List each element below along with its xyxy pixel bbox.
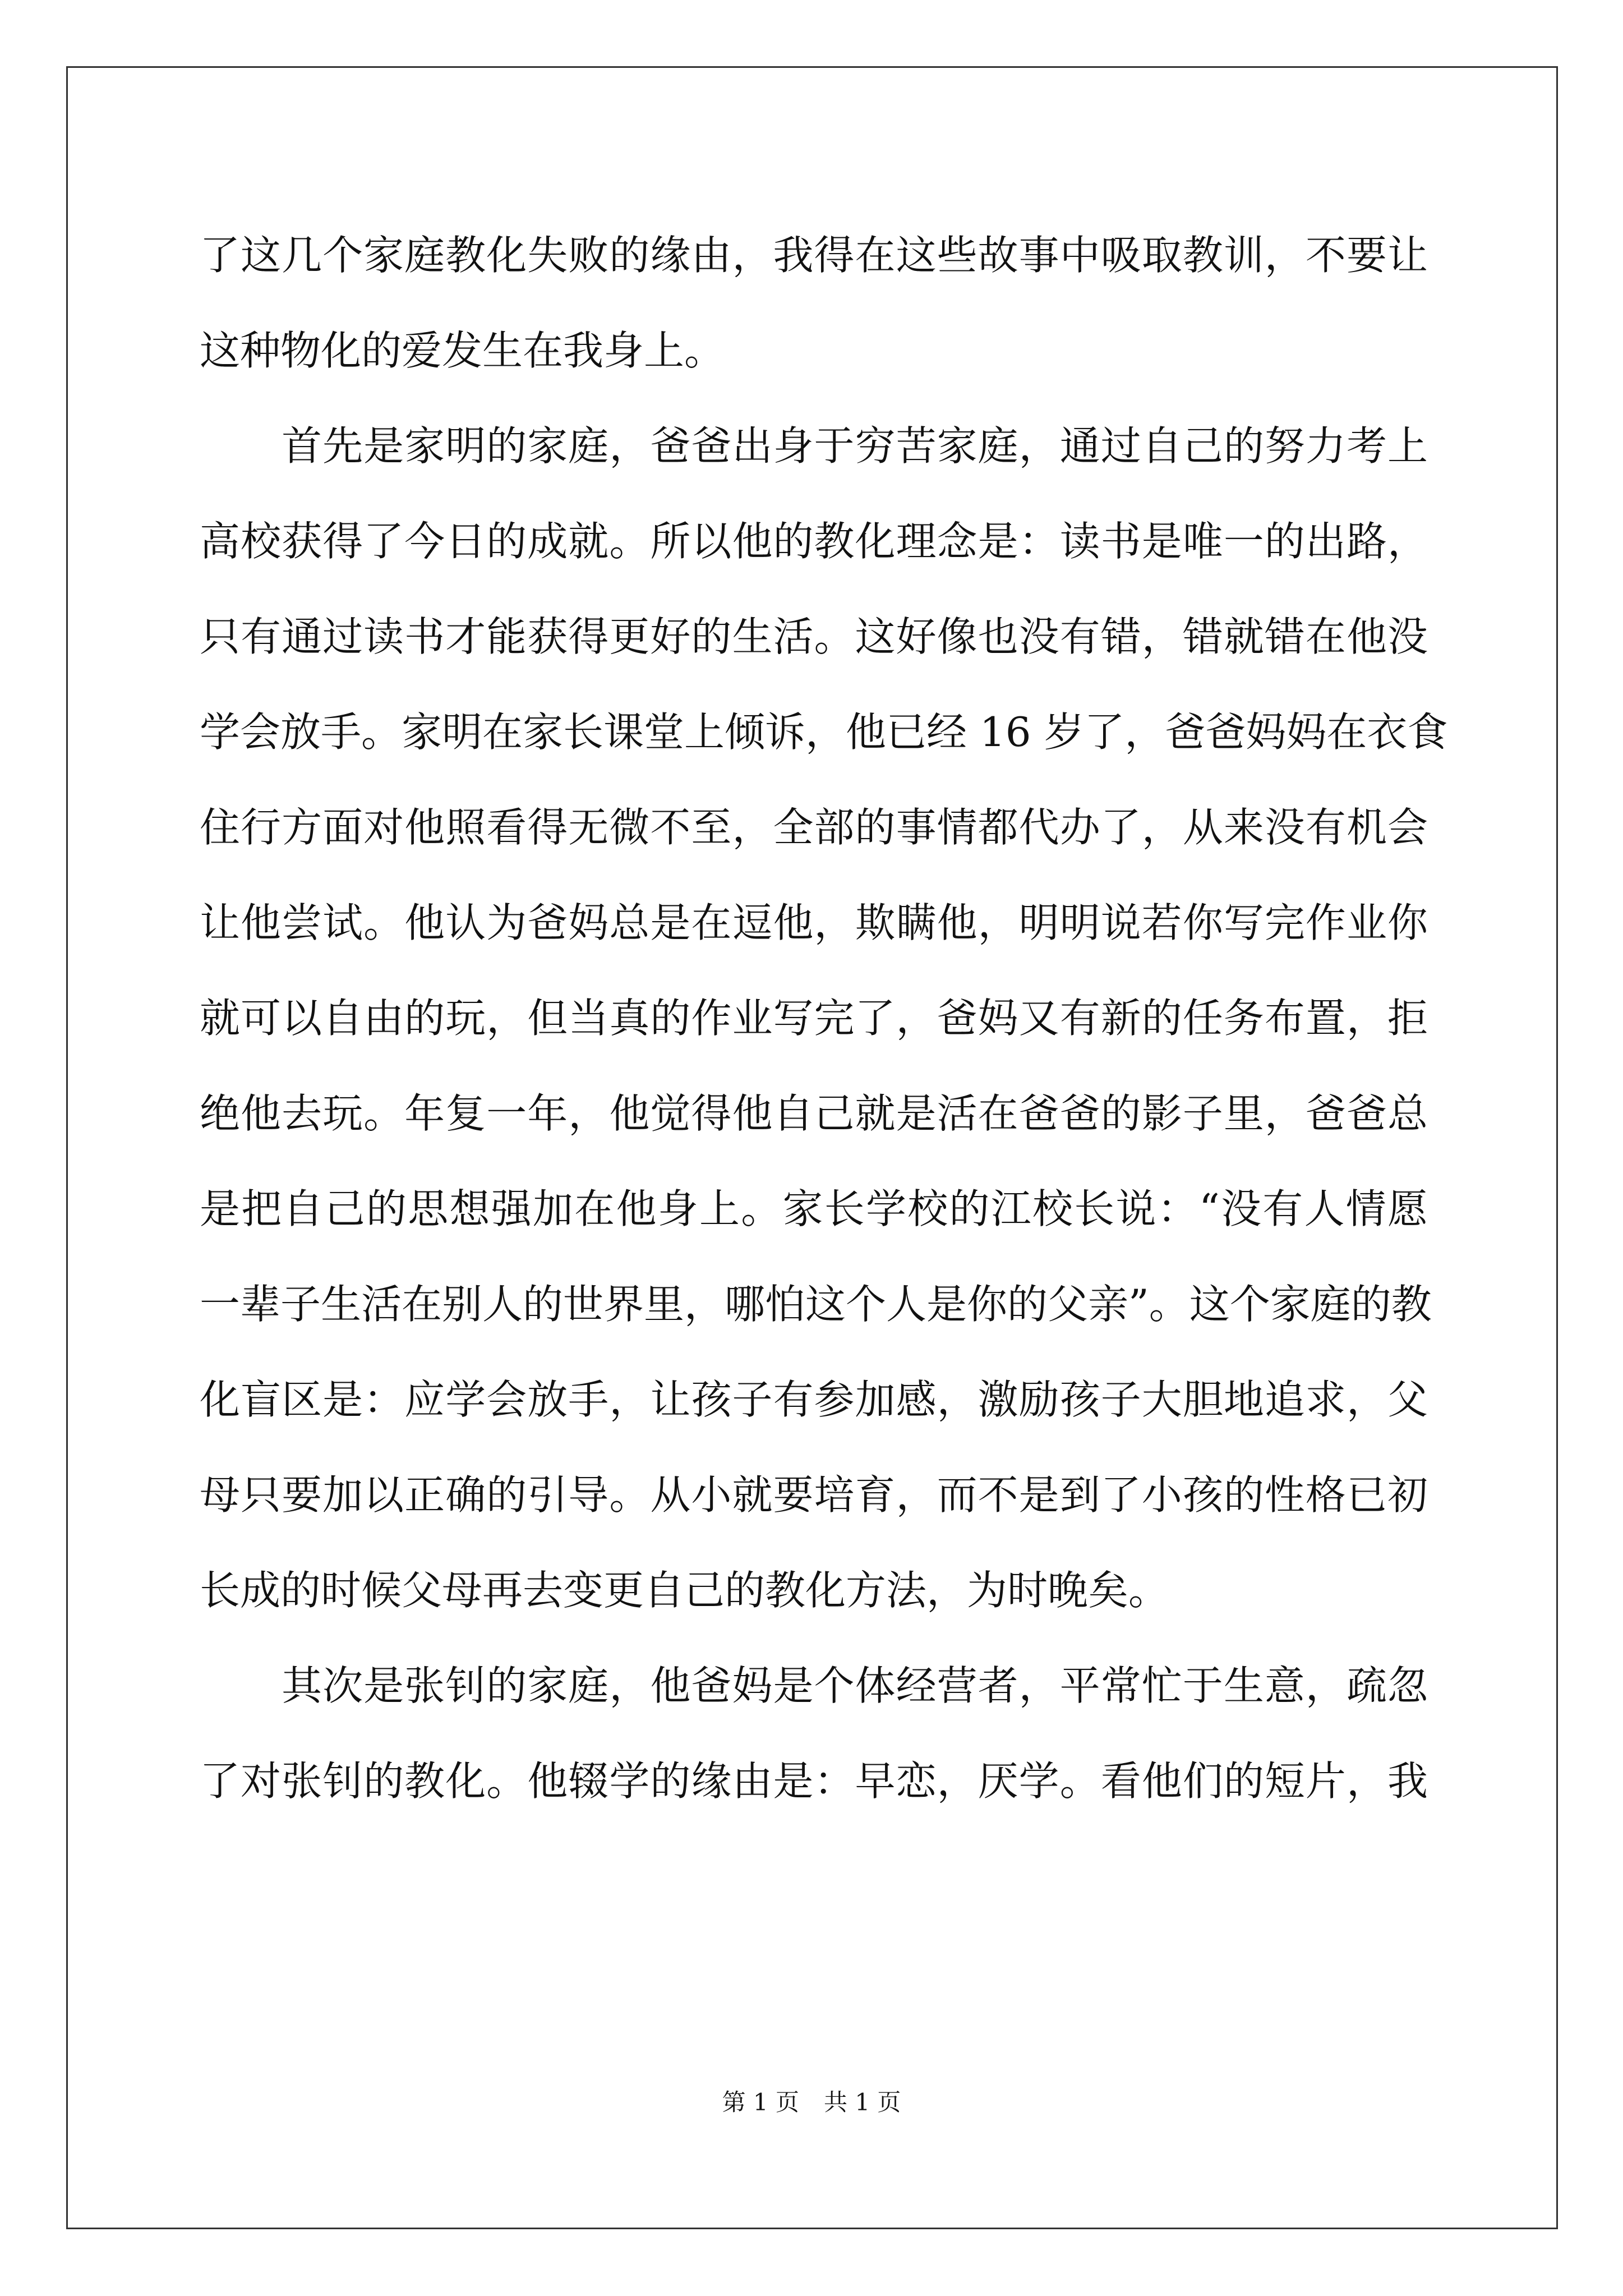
text-line: 长成的时候父母再去变更自己的教化方法，为时晚矣。 — [200, 1567, 1169, 1614]
text-line: 一辈子生活在别人的世界里，哪怕这个人是你的父亲”。这个家庭的教 — [200, 1281, 1432, 1328]
text-line: 了对张钊的教化。他辍学的缘由是：早恋，厌学。看他们的短片，我 — [200, 1757, 1428, 1805]
page-total: 共 1 页 — [824, 2088, 901, 2116]
text-line: 高校获得了今日的成就。所以他的教化理念是：读书是唯一的出路， — [200, 518, 1428, 565]
text-line: 这种物化的爱发生在我身上。 — [200, 327, 725, 374]
text-line: 其次是张钊的家庭，他爸妈是个体经营者，平常忙于生意，疏忽 — [200, 1662, 1428, 1709]
text-line: 母只要加以正确的引导。从小就要培育，而不是到了小孩的性格已初 — [200, 1471, 1428, 1519]
page-footer — [0, 2086, 1623, 2119]
text-line: 是把自己的思想强加在他身上。家长学校的江校长说：“没有人情愿 — [200, 1185, 1428, 1232]
text-line: 学会放手。家明在家长课堂上倾诉，他已经 16 岁了，爸爸妈妈在衣食 — [200, 708, 1448, 756]
text-line: 化盲区是：应学会放手，让孩子有参加感，激励孩子大胆地追求，父 — [200, 1376, 1428, 1423]
text-line: 了这几个家庭教化失败的缘由，我得在这些故事中吸取教训，不要让 — [200, 232, 1428, 279]
page-number: 第 1 页 — [722, 2088, 799, 2116]
text-line: 绝他去玩。年复一年，他觉得他自己就是活在爸爸的影子里，爸爸总 — [200, 1090, 1428, 1137]
text-line: 住行方面对他照看得无微不至，全部的事情都代办了，从来没有机会 — [200, 804, 1428, 851]
text-line: 只有通过读书才能获得更好的生活。这好像也没有错，错就错在他没 — [200, 613, 1428, 660]
document-body — [200, 208, 1448, 1829]
text-line: 首先是家明的家庭，爸爸出身于穷苦家庭，通过自己的努力考上 — [200, 422, 1428, 470]
text-line: 让他尝试。他认为爸妈总是在逗他，欺瞒他，明明说若你写完作业你 — [200, 899, 1428, 946]
text-line: 就可以自由的玩，但当真的作业写完了，爸妈又有新的任务布置，拒 — [200, 995, 1428, 1042]
